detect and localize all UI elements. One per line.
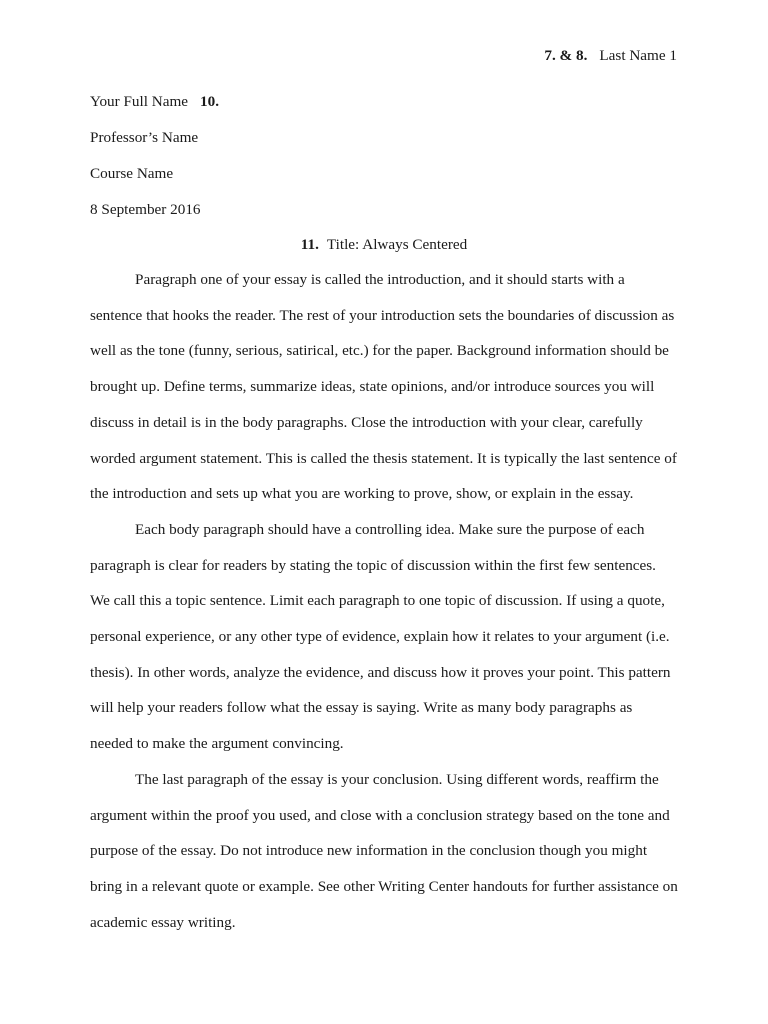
running-head-text: Last Name 1 <box>599 47 677 64</box>
header-markers: 7. & 8. <box>544 47 588 64</box>
essay-title <box>90 235 678 255</box>
professor-name: Professor’s Name <box>90 129 199 146</box>
title-marker: 11. <box>300 236 319 253</box>
paragraph-body: Each body paragraph should have a controlling idea. Make sure the purpose of each paragraph is clear for readers by stating the topic of discussion within the first few sentences. We call this a topic sentence. Limit each paragraph to one topic of discussion. If using a quote, personal experience, or any other type of evidence, explain how it relates to your argument (i.e. thesis). In other words, analyze the evidence, and discuss how it proves your point. This pattern will help your readers follow what the essay is saying. Write as many body paragraphs as needed to make the argument convincing. <box>90 520 671 753</box>
paragraph-conclusion: The last paragraph of the essay is your conclusion. Using different words, reaffirm the argument within the proof you used, and close with a conclusion strategy based on the tone and purpose of the essay. Do not introduce new information in the conclusion though you might bring in a relevant quote or example. See other Writing Center handouts for further assistance on academic essay writing. <box>90 770 678 931</box>
running-header <box>544 46 677 66</box>
essay-body <box>90 262 678 940</box>
title-text: Title: Always Centered <box>326 236 468 253</box>
paragraph-introduction: Paragraph one of your essay is called the introduction, and it should starts with a sentence that hooks the reader. The rest of your introduction sets the boundaries of discussion as well as the tone (funny, serious, satirical, etc.) for the paper. Background information should be brought up. Define terms, summarize ideas, state opinions, and/or introduce sources you will discuss in detail is in the body paragraphs. Close the introduction with your clear, carefully worded argument statement. This is called the thesis statement. It is typically the last sentence of the introduction and sets up what you are working to prove, show, or explain in the essay. <box>90 271 677 503</box>
heading-name-line <box>90 92 678 128</box>
student-name: Your Full Name <box>90 93 189 110</box>
heading-date: 8 September 2016 <box>90 201 201 218</box>
mla-heading <box>90 92 678 236</box>
name-marker: 10. <box>200 93 220 110</box>
course-name: Course Name <box>90 165 174 182</box>
